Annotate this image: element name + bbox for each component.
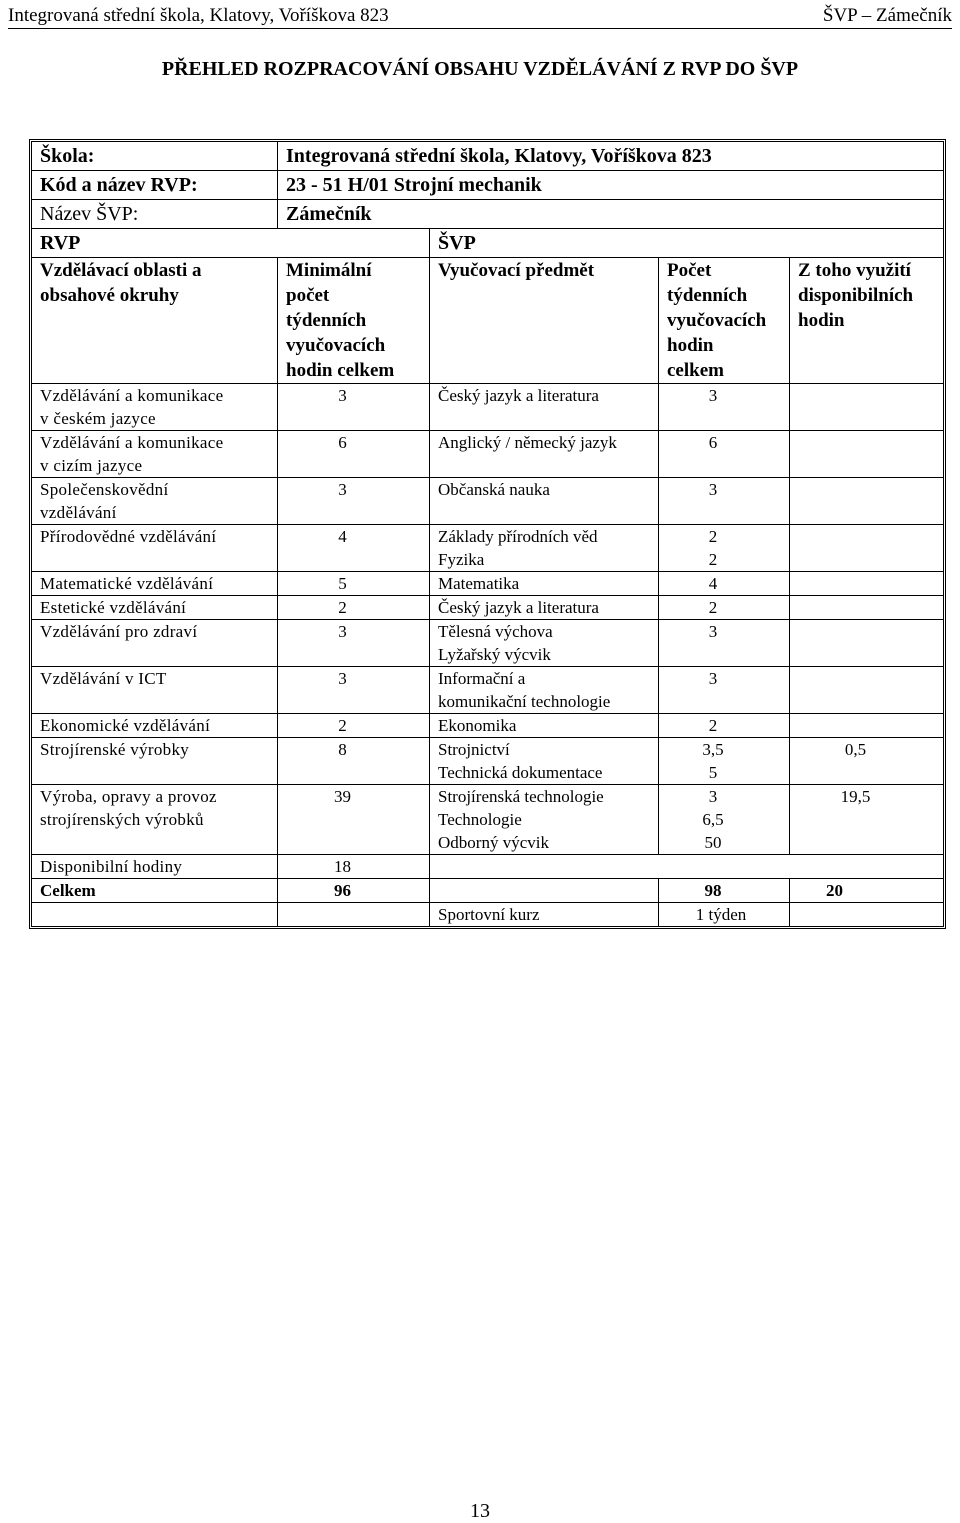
disposable-cell [790,525,943,572]
col-hours [659,258,790,384]
section-row [32,229,943,258]
col-areas [32,258,278,384]
text-line: 3 [708,669,718,688]
text-line: Vzdělávání v ICT [40,669,167,688]
text-line: 6,5 [702,810,724,829]
text-line: 39 [334,787,351,806]
subject-cell [430,431,659,478]
text-line: 5 [338,574,347,593]
disposable-cell [790,596,943,620]
hours-cell [659,525,790,572]
disposable-cell [790,478,943,525]
subject-cell [430,478,659,525]
min-hours-cell [278,431,430,478]
disposable-cell [790,714,943,738]
text-line: komunikační technologie [438,692,611,711]
text-line: 3 [708,386,718,405]
disponibilni-label: Disponibilní hodiny [32,855,278,879]
min-hours-cell [278,738,430,785]
text-line: hodin [667,335,714,356]
disposable-cell [790,667,943,714]
text-line: 3 [338,386,347,405]
table-row [32,596,943,620]
text-line: Lyžařský výcvik [438,645,551,664]
text-line: týdenních [286,310,367,331]
data-rows [32,384,943,855]
hours-cell [659,620,790,667]
min-hours-cell [278,667,430,714]
text-line: 5 [708,763,718,782]
text-line: Minimální [286,260,372,281]
text-line: 3 [338,480,347,499]
text-line: 2 [708,550,718,569]
text-line: 3 [708,787,718,806]
column-header-row [32,258,943,384]
text-line: v cizím jazyce [40,456,143,475]
area-cell [32,667,278,714]
table-row [32,738,943,785]
hours-cell [659,384,790,431]
min-hours-cell [278,596,430,620]
text-line: Společenskovědní [40,480,169,499]
running-header [8,4,952,29]
disposable-cell [790,431,943,478]
area-cell [32,620,278,667]
section-svp: ŠVP [430,229,943,258]
area-cell [32,596,278,620]
text-line: Strojírenská technologie [438,787,604,806]
page-title: PŘEHLED ROZPRACOVÁNÍ OBSAHU VZDĚLÁVÁNÍ Z RVP DO ŠVP [161,58,799,80]
text-line: celkem [667,360,724,381]
info-row-school [32,142,943,171]
text-line: vyučovacích [667,310,767,331]
celkem-hours: 98 [659,879,790,903]
text-line: Ekonomické vzdělávání [40,716,211,735]
curriculum-table [29,139,946,929]
text-line: Počet [667,260,712,281]
text-line: hodin celkem [286,360,395,381]
text-line: Fyzika [438,550,485,569]
col-subject: Vyučovací předmět [430,258,659,384]
text-line: Matematické vzdělávání [40,574,214,593]
kurz-min [278,903,430,926]
text-line: Občanská nauka [438,480,550,499]
school-label: Škola: [32,142,278,171]
subject-cell [430,667,659,714]
text-line: Z toho využití [798,260,911,281]
kurz-subject: Sportovní kurz [430,903,659,926]
text-line: Estetické vzdělávání [40,598,187,617]
text-line: Vzdělávání a komunikace [40,386,224,405]
min-hours-cell [278,620,430,667]
subject-cell [430,525,659,572]
hours-cell [659,572,790,596]
subject-cell [430,596,659,620]
text-line: 2 [708,598,718,617]
hours-cell [659,431,790,478]
text-line: 4 [708,574,718,593]
text-line: Informační a [438,669,526,688]
table-row [32,525,943,572]
svp-label: Název ŠVP: [32,200,278,229]
text-line: 8 [338,740,347,759]
rvp-value: 23 - 51 H/01 Strojní mechanik [278,171,943,200]
celkem-subject [430,879,659,903]
header-school: Integrovaná střední škola, Klatovy, Voříškova 823 [8,5,389,26]
row-kurz [32,903,943,926]
text-line: 3 [338,622,347,641]
celkem-min: 96 [278,879,430,903]
header-program: ŠVP – Zámečník [822,5,952,26]
text-line: Anglický / německý jazyk [438,433,617,452]
min-hours-cell [278,572,430,596]
area-cell [32,785,278,855]
min-hours-cell [278,525,430,572]
school-value: Integrovaná střední škola, Klatovy, Voříškova 823 [278,142,943,171]
table-row [32,667,943,714]
area-cell [32,738,278,785]
disposable-cell [790,384,943,431]
text-line: 3 [708,622,718,641]
text-line: disponibilních [798,285,914,306]
area-cell [32,572,278,596]
text-line: 6 [708,433,718,452]
text-line: 3,5 [702,740,724,759]
area-cell [32,478,278,525]
text-line: Přírodovědné vzdělávání [40,527,217,546]
text-line: hodin [798,310,845,331]
subject-cell [430,572,659,596]
kurz-area [32,903,278,926]
text-line: týdenních [667,285,748,306]
svp-value: Zámečník [278,200,943,229]
text-line: strojírenských výrobků [40,810,204,829]
text-line: 2 [338,598,347,617]
text-line: vyučovacích [286,335,386,356]
disposable-cell [790,738,943,785]
text-line: Vzdělávání pro zdraví [40,622,198,641]
subject-cell [430,620,659,667]
row-celkem [32,879,943,903]
celkem-disp: 20 [790,879,943,903]
col-min-hours [278,258,430,384]
text-line: Ekonomika [438,716,517,735]
text-line: 2 [708,716,718,735]
text-line: Výroba, opravy a provoz [40,787,217,806]
table-row [32,431,943,478]
text-line: počet [286,285,330,306]
col-disposable [790,258,943,384]
table-row [32,714,943,738]
text-line: 0,5 [844,740,867,759]
table-row [32,620,943,667]
hours-cell [659,714,790,738]
min-hours-cell [278,478,430,525]
info-row-rvp [32,171,943,200]
text-line: Odborný výcvik [438,833,549,852]
text-line: 4 [338,527,347,546]
row-disponibilni [32,855,943,879]
text-line: 19,5 [840,787,871,806]
subject-cell [430,384,659,431]
rvp-label: Kód a název RVP: [32,171,278,200]
hours-cell [659,596,790,620]
hours-cell [659,667,790,714]
page-number: 13 [470,1500,490,1522]
disponibilni-min: 18 [278,855,430,879]
table-row [32,478,943,525]
disponibilni-empty [430,855,943,879]
area-cell [32,525,278,572]
subject-cell [430,738,659,785]
disposable-cell [790,572,943,596]
text-line: 3 [338,669,347,688]
text-line: Tělesná výchova [438,622,553,641]
hours-cell [659,785,790,855]
text-line: 2 [708,527,718,546]
area-cell [32,714,278,738]
text-line: 6 [338,433,347,452]
text-line: Český jazyk a literatura [438,386,599,405]
text-line: obsahové okruhy [40,285,179,306]
text-line: Vzdělávací oblasti a [40,260,202,281]
hours-cell [659,478,790,525]
text-line: Český jazyk a literatura [438,598,599,617]
min-hours-cell [278,785,430,855]
text-line: 3 [708,480,718,499]
min-hours-cell [278,384,430,431]
kurz-disp [790,903,943,926]
text-line: v českém jazyce [40,409,156,428]
table-row [32,785,943,855]
text-line: Technická dokumentace [438,763,603,782]
hours-cell [659,738,790,785]
section-rvp: RVP [32,229,430,258]
text-line: Základy přírodních věd [438,527,598,546]
disposable-cell [790,620,943,667]
celkem-label: Celkem [32,879,278,903]
text-line: Vzdělávání a komunikace [40,433,224,452]
text-line: 50 [704,833,722,852]
area-cell [32,431,278,478]
subject-cell [430,714,659,738]
text-line: Strojírenské výrobky [40,740,190,759]
text-line: Matematika [438,574,520,593]
table-row [32,572,943,596]
subject-cell [430,785,659,855]
text-line: Technologie [438,810,522,829]
text-line: 2 [338,716,347,735]
info-row-svp [32,200,943,229]
text-line: vzdělávání [40,503,117,522]
min-hours-cell [278,714,430,738]
table-row [32,384,943,431]
text-line: Strojnictví [438,740,510,759]
disposable-cell [790,785,943,855]
area-cell [32,384,278,431]
kurz-hours: 1 týden [659,903,790,926]
